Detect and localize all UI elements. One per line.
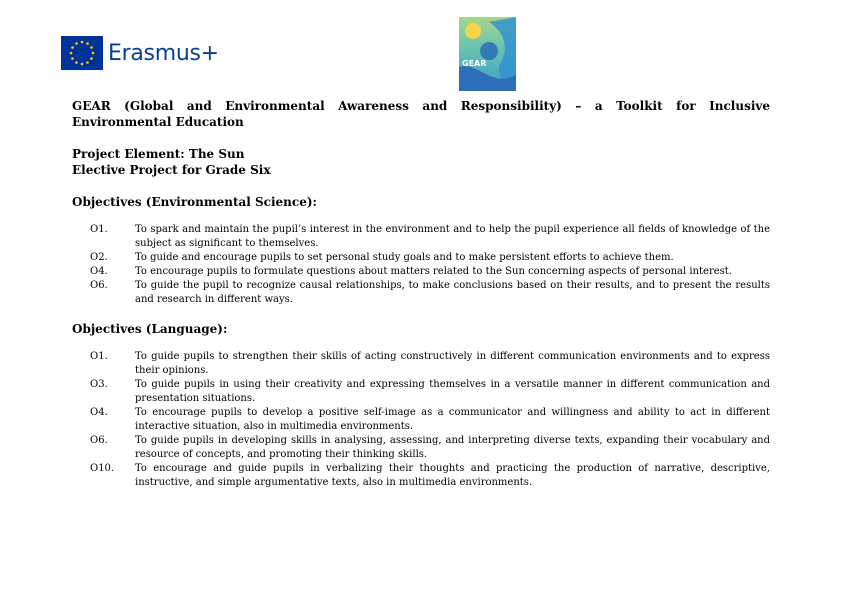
list-item — [72, 265, 770, 279]
list-item — [72, 279, 770, 307]
document-title: GEAR (Global and Environmental Awareness and Responsibility) – a Toolkit for Inclusive Environmental Education — [72, 99, 770, 129]
gear-cover-image — [459, 17, 516, 91]
list-item — [72, 350, 770, 378]
gear-cover-label: GEAR — [462, 59, 487, 68]
objective-number: O4. — [90, 407, 108, 418]
eu-flag-icon — [61, 36, 103, 70]
objective-number: O3. — [90, 379, 108, 390]
objectives-list-science — [72, 223, 770, 307]
section-heading-science: Objectives (Environmental Science): — [72, 195, 317, 209]
objective-text: To guide pupils in developing skills in analysing, assessing, and interpreting diverse texts, expanding their vocabulary and resource of concepts, and promoting their thinking skills. — [135, 435, 770, 460]
objectives-list-language — [72, 350, 770, 490]
list-item — [72, 434, 770, 462]
list-item — [72, 462, 770, 490]
document-body — [72, 98, 770, 490]
section-heading-language: Objectives (Language): — [72, 322, 228, 336]
objective-number: O10. — [90, 463, 115, 474]
objective-number: O1. — [90, 224, 108, 235]
erasmus-logo — [61, 35, 219, 71]
objective-text: To guide and encourage pupils to set personal study goals and to make persistent efforts to achieve them. — [135, 252, 674, 263]
objective-text: To guide the pupil to recognize causal relationships, to make conclusions based on their results, and to present the results and research in different ways. — [135, 280, 770, 305]
objective-text: To encourage pupils to develop a positive self-image as a communicator and willingness and ability to act in different interactive situation, also in multimedia environments. — [135, 407, 770, 432]
elective-project: Elective Project for Grade Six — [72, 163, 271, 177]
objective-number: O4. — [90, 266, 108, 277]
objective-text: To spark and maintain the pupil’s interest in the environment and to help the pupil experience all fields of knowledge of the subject as significant to themselves. — [135, 224, 770, 249]
list-item — [72, 406, 770, 434]
erasmus-label: Erasmus+ — [108, 40, 219, 66]
objective-number: O6. — [90, 435, 108, 446]
objective-text: To guide pupils in using their creativity and expressing themselves in a versatile manner in different communication and presentation situations. — [135, 379, 770, 404]
list-item — [72, 251, 770, 265]
objective-number: O6. — [90, 280, 108, 291]
list-item — [72, 378, 770, 406]
objective-number: O1. — [90, 351, 108, 362]
list-item — [72, 223, 770, 251]
objective-text: To encourage pupils to formulate questions about matters related to the Sun concerning aspects of personal interest. — [135, 266, 732, 277]
project-element: Project Element: The Sun — [72, 147, 245, 161]
objective-text: To encourage and guide pupils in verbalizing their thoughts and practicing the production of narrative, descriptive, instructive, and simple argumentative texts, also in multimedia environments. — [135, 463, 770, 488]
objective-text: To guide pupils to strengthen their skills of acting constructively in different communication environments and to express their opinions. — [135, 351, 770, 376]
objective-number: O2. — [90, 252, 108, 263]
